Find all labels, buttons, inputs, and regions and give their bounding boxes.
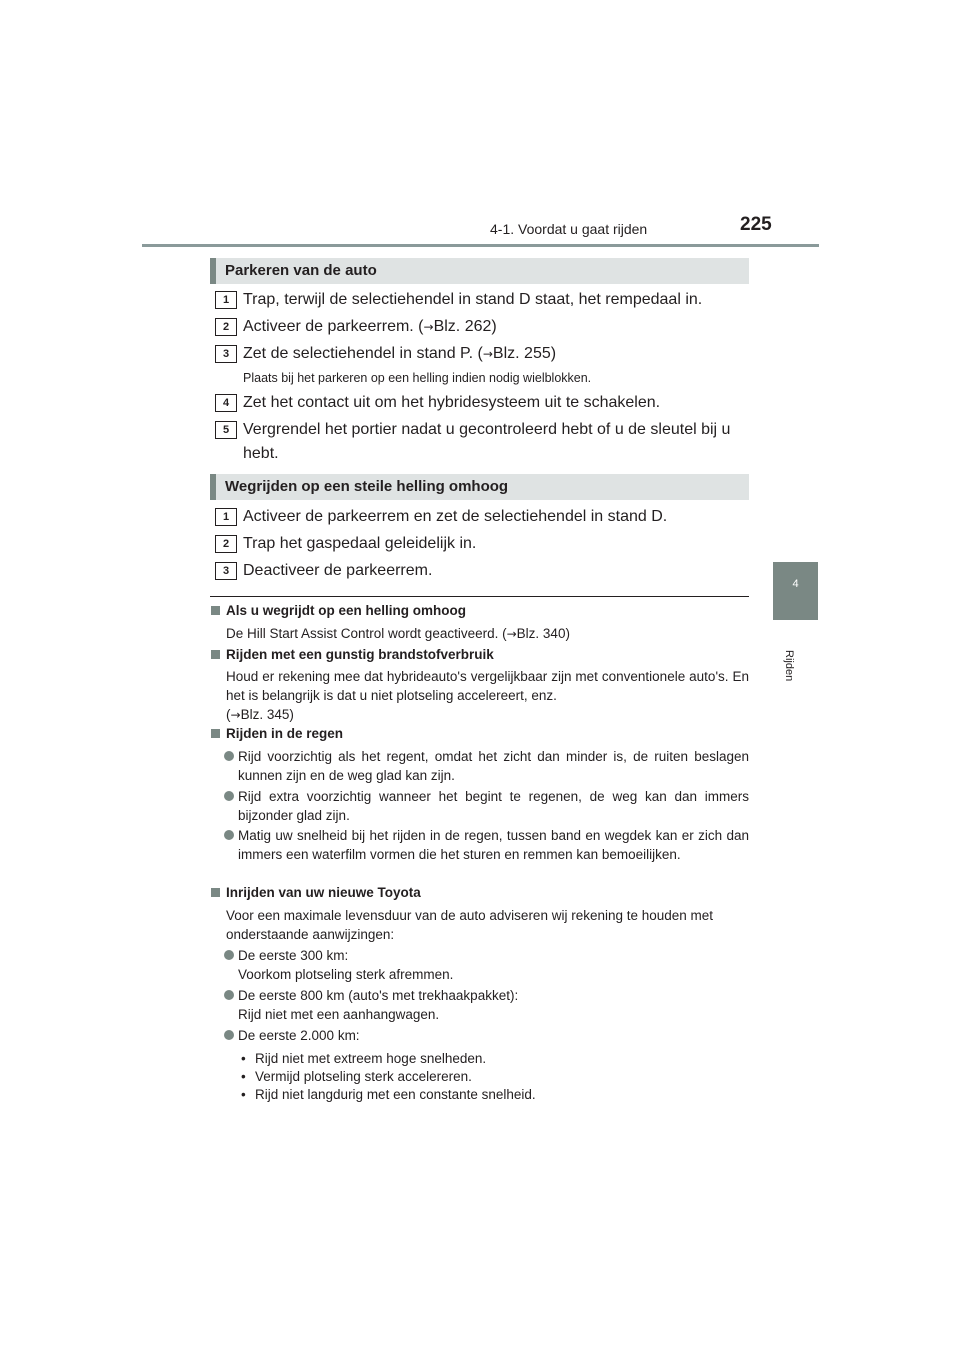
list-item: De eerste 300 km: Voorkom plotseling sterk afremmen. [224,946,749,984]
step-number: 2 [215,318,237,336]
step-text: Activeer de parkeerrem en zet de selectiehendel in stand D. [243,508,668,525]
chapter-tab-number: 4 [792,578,799,590]
note-text: Houd er rekening mee dat hybrideauto's vergelijkbaar zijn met conventionele auto's. En het is belangrijk is dat u niet plotseling accelereert, enz. (→Blz. 345) [226,669,749,722]
step-number: 1 [215,291,237,309]
step-number: 5 [215,421,237,439]
section-title: Parkeren van de auto [225,262,377,279]
note-title: Inrijden van uw nieuwe Toyota [211,885,421,900]
list-item: Rijd voorzichtig als het regent, omdat het zicht dan minder is, de ruiten beslagen kunnen zijn en de weg glad kan zijn. [224,747,749,785]
chapter-tab-label-text: Rijden [783,650,795,682]
square-bullet-icon [211,729,220,738]
step-text: Trap het gaspedaal geleidelijk in. [243,535,477,552]
circle-bullet-icon [224,990,234,1000]
notes-divider [210,596,749,597]
circle-bullet-icon [224,751,234,761]
step-text: Trap, terwijl de selectiehendel in stand D staat, het rempedaal in. [243,291,703,308]
section-header-uphill [210,474,749,500]
sub-list-item: • Rijd niet met extreem hoge snelheden. [241,1051,487,1066]
arrow-icon: → [506,627,517,641]
step-number: 2 [215,535,237,553]
arrow-icon: → [423,320,434,334]
step-number: 3 [215,562,237,580]
step-number: 3 [215,345,237,363]
step-text: Activeer de parkeerrem. (→Blz. 262) [243,318,497,335]
step-text: Zet het contact uit om het hybridesysteem uit te schakelen. [243,394,661,411]
step-text: Zet de selectiehendel in stand P. (→Blz. 255) [243,345,557,362]
note-text: De Hill Start Assist Control wordt geactiveerd. (→Blz. 340) [226,626,570,641]
step-number: 1 [215,508,237,526]
circle-bullet-icon [224,950,234,960]
section-header-parking [210,258,749,284]
list-item: Rijd extra voorzichtig wanneer het begint te regenen, de weg kan dan immers bijzonder glad zijn. [224,787,749,825]
step-number: 4 [215,394,237,412]
note-title: Rijden in de regen [211,726,343,741]
step-note: Plaats bij het parkeren op een helling indien nodig wielblokken. [243,371,592,385]
circle-bullet-icon [224,791,234,801]
chapter-tab [773,562,818,620]
page-number: 225 [740,214,772,235]
section-header-bar [210,474,216,500]
arrow-icon: → [482,347,493,361]
section-header-bar [210,258,216,284]
list-item: De eerste 800 km (auto's met trekhaakpakket): Rijd niet met een aanhangwagen. [224,986,749,1024]
section-title: Wegrijden op een steile helling omhoog [225,478,509,495]
note-title: Als u wegrijdt op een helling omhoog [211,603,466,618]
step-text: Vergrendel het portier nadat u gecontroleerd hebt of u de sleutel bij u hebt. [243,421,731,462]
section-reference: 4-1. Voordat u gaat rijden [490,221,648,237]
square-bullet-icon [211,650,220,659]
step-text: Deactiveer de parkeerrem. [243,562,433,579]
square-bullet-icon [211,606,220,615]
square-bullet-icon [211,888,220,897]
chapter-tab-label [770,650,820,680]
circle-bullet-icon [224,830,234,840]
arrow-icon: → [230,708,241,722]
header-divider [142,244,819,247]
list-item: Matig uw snelheid bij het rijden in de regen, tussen band en wegdek kan er zich dan immers een waterfilm vormen die het sturen en remmen kan bemoeilijken. [224,826,749,864]
note-title: Rijden met een gunstig brandstofverbruik [211,647,494,662]
sub-list-item: • Rijd niet langdurig met een constante snelheid. [241,1087,536,1102]
list-item: De eerste 2.000 km: [224,1026,749,1045]
sub-list-item: • Vermijd plotseling sterk accelereren. [241,1069,472,1084]
note-text: Voor een maximale levensduur van de auto adviseren wij rekening te houden met onderstaande aanwijzingen: [226,908,714,942]
circle-bullet-icon [224,1030,234,1040]
